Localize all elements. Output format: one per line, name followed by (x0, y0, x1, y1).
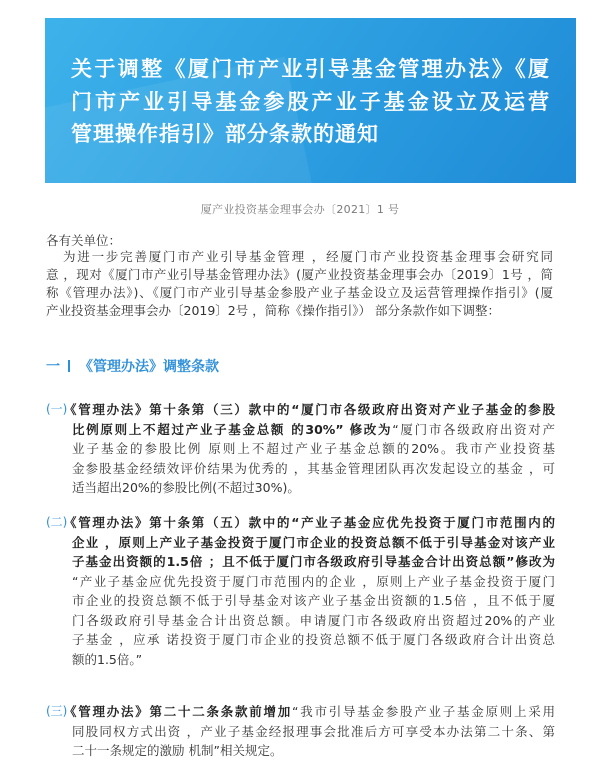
intro-line: 产业投资基金理事会办〔2019〕2号 ，简称《操作指引》） 部分条款作如下调整： (46, 303, 500, 318)
intro-line: 称《管理办法》)、《厦门市产业引导基金参股产业子基金设立及运营管理操作指引》(厦 (46, 285, 553, 300)
salutation: 各有关单位： (46, 233, 122, 248)
clause-line (72, 741, 555, 761)
title-line: 管理操作指引》部分条款的通知 (71, 122, 379, 146)
clause-line (72, 722, 555, 742)
clause-line (72, 572, 555, 592)
clause-bold-text: 子基金出资额的1.5倍 ；且不低于厦门市各级政府引导基金合计出资总额”修改为 (72, 554, 555, 569)
clause-line (72, 478, 555, 498)
clause-line (72, 650, 555, 670)
clause-text: 额的1.5倍。” (72, 651, 143, 667)
clause-first-row (46, 400, 555, 420)
clause-line (72, 420, 555, 440)
clause-text: 金参股基金经绩效评价结果为优秀的 ，其基金管理团队再次发起设立的基金 ，可 (72, 460, 555, 476)
section-title: 《管理办法》调整条款 (79, 359, 219, 375)
document-title (71, 53, 550, 151)
clause-item (46, 702, 555, 761)
clause-bold-text: 企业 ，原则上产业子基金投资于厦门市企业的投资总额不低于引导基金对该产业 (72, 534, 555, 550)
section-divider-bar (68, 360, 70, 372)
clause-text: 业子基金的参股比例 原则上不超过产业子基金总额的20%。我市产业投资基 (72, 441, 555, 456)
clause-line (72, 591, 555, 611)
clause-line (64, 702, 555, 722)
clause-line (72, 459, 555, 479)
clause-text: “厦门市各级政府出资对产 (392, 421, 555, 437)
clause-item (46, 400, 555, 498)
clause-line (72, 552, 555, 572)
clause-marker: (三) (46, 704, 68, 718)
clause-text: 适当超出20%的参股比例(不超过30%)。 (72, 480, 300, 495)
clause-marker: (二) (46, 515, 68, 529)
clause-line (72, 611, 555, 631)
intro-paragraph (46, 248, 553, 320)
clause-text: 市企业的投资总额不低于引导基金对该产业子基金出资额的1.5倍 ，且不低于厦 (72, 593, 555, 608)
clause-bold-text: 《管理办法》第二十二条条款前增加 (64, 704, 293, 719)
clause-line (72, 439, 555, 459)
intro-line: 意 ，现对《厦门市产业引导基金管理办法》(厦产业投资基金理事会办〔2019〕1号 ，简 (46, 267, 553, 282)
clause-text: 门各级政府引导基金合计出资总额。申请厦门市各级政府出资超过20%的产业 (72, 612, 555, 628)
clause-first-row (46, 702, 555, 722)
clause-line (64, 513, 555, 533)
title-banner (45, 18, 576, 183)
clause-line (72, 533, 555, 553)
clause-text: 子基金 ，应承 诺投资于厦门市企业的投资总额不低于厦门各级政府合计出资总 (72, 632, 555, 647)
clause-item (46, 513, 555, 669)
title-line: 门市产业引导基金参股产业子基金设立及运营 (71, 89, 550, 114)
clause-marker: (一) (46, 402, 68, 416)
clause-line (64, 400, 555, 420)
title-line: 关于调整《厦门市产业引导基金管理办法》《厦 (71, 57, 550, 81)
doc-number: 厦产业投资基金理事会办〔2021〕1 号 (200, 203, 400, 216)
clause-text: “我市引导基金参股产业子基金原则上采用 (292, 704, 555, 719)
intro-line: 为进一步完善厦门市产业引导基金管理 ，经厦门市产业投资基金理事会研究同 (63, 249, 553, 264)
clause-first-row (46, 513, 555, 533)
clause-bold-text: 比例原则上不超过产业子基金总额 的30%” 修改为 (72, 421, 393, 437)
clause-bold-text: 《管理办法》第十条第（五）款中的“产业子基金应优先投资于厦门市范围内的 (64, 515, 555, 530)
clause-text: “产业子基金应优先投资于厦门市范围内的企业 ，原则上产业子基金投资于厦门 (72, 573, 555, 589)
section-heading (46, 357, 219, 375)
section-number: 一 (46, 359, 60, 375)
clause-text: 同股同权方式出资 ，产业子基金经报理事会批准后方可享受本办法第二十条、第 (72, 723, 555, 739)
clause-line (72, 630, 555, 650)
clause-text: 二十一条规定的激励 机制”相关规定。 (72, 743, 283, 758)
clause-bold-text: 《管理办法》第十条第（三）款中的“厦门市各级政府出资对产业子基金的参股 (64, 402, 555, 417)
